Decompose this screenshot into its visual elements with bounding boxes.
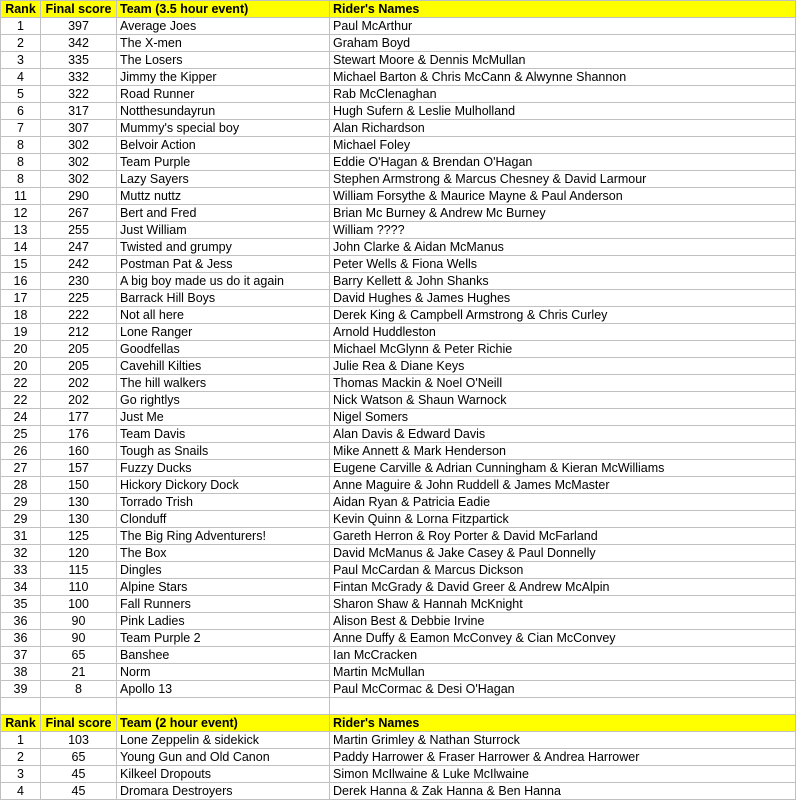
table-row — [1, 222, 796, 239]
score-cell[interactable]: 222 — [41, 307, 117, 324]
riders-cell[interactable]: Derek King & Campbell Armstrong & Chris Curley — [330, 307, 796, 324]
rank-cell[interactable]: 39 — [1, 681, 41, 698]
blank-cell[interactable] — [41, 698, 117, 715]
score-cell[interactable]: 302 — [41, 154, 117, 171]
riders-cell[interactable]: Paul McArthur — [330, 18, 796, 35]
team-cell[interactable]: Hickory Dickory Dock — [117, 477, 330, 494]
score-cell[interactable]: 130 — [41, 511, 117, 528]
score-cell[interactable]: 290 — [41, 188, 117, 205]
table-row — [1, 307, 796, 324]
rank-cell[interactable]: 36 — [1, 613, 41, 630]
table-row — [1, 137, 796, 154]
rank-cell[interactable]: 1 — [1, 732, 41, 749]
team-cell[interactable]: Just William — [117, 222, 330, 239]
header-rank[interactable]: Rank — [1, 1, 41, 18]
score-cell[interactable]: 212 — [41, 324, 117, 341]
score-cell[interactable]: 302 — [41, 171, 117, 188]
score-cell[interactable]: 202 — [41, 375, 117, 392]
team-cell[interactable]: Cavehill Kilties — [117, 358, 330, 375]
score-cell[interactable]: 247 — [41, 239, 117, 256]
score-cell[interactable]: 255 — [41, 222, 117, 239]
team-cell[interactable]: Team Purple — [117, 154, 330, 171]
table-row — [1, 732, 796, 749]
team-cell[interactable]: Alpine Stars — [117, 579, 330, 596]
header-riders[interactable]: Rider's Names — [330, 715, 796, 732]
table-row — [1, 341, 796, 358]
rank-cell[interactable]: 26 — [1, 443, 41, 460]
table-row — [1, 562, 796, 579]
team-cell[interactable]: Tough as Snails — [117, 443, 330, 460]
rank-cell[interactable]: 20 — [1, 341, 41, 358]
score-cell[interactable]: 242 — [41, 256, 117, 273]
rank-cell[interactable]: 38 — [1, 664, 41, 681]
riders-cell[interactable]: Simon McIlwaine & Luke McIlwaine — [330, 766, 796, 783]
riders-cell[interactable]: Gareth Herron & Roy Porter & David McFarland — [330, 528, 796, 545]
team-cell[interactable]: Road Runner — [117, 86, 330, 103]
table-row — [1, 86, 796, 103]
header-team[interactable]: Team (2 hour event) — [117, 715, 330, 732]
table-row — [1, 154, 796, 171]
riders-cell[interactable]: David Hughes & James Hughes — [330, 290, 796, 307]
rank-cell[interactable]: 24 — [1, 409, 41, 426]
rank-cell[interactable]: 12 — [1, 205, 41, 222]
team-cell[interactable]: Dromara Destroyers — [117, 783, 330, 800]
riders-cell[interactable]: Alison Best & Debbie Irvine — [330, 613, 796, 630]
score-cell[interactable]: 8 — [41, 681, 117, 698]
riders-cell[interactable]: Brian Mc Burney & Andrew Mc Burney — [330, 205, 796, 222]
score-cell[interactable]: 45 — [41, 766, 117, 783]
rank-cell[interactable]: 32 — [1, 545, 41, 562]
header-riders[interactable]: Rider's Names — [330, 1, 796, 18]
riders-cell[interactable]: Anne Duffy & Eamon McConvey & Cian McConvey — [330, 630, 796, 647]
team-cell[interactable]: Barrack Hill Boys — [117, 290, 330, 307]
table-row — [1, 477, 796, 494]
score-cell[interactable]: 267 — [41, 205, 117, 222]
score-cell[interactable]: 397 — [41, 18, 117, 35]
riders-cell[interactable]: Paddy Harrower & Fraser Harrower & Andrea Harrower — [330, 749, 796, 766]
blank-cell[interactable] — [117, 698, 330, 715]
team-cell[interactable]: Norm — [117, 664, 330, 681]
table-row — [1, 120, 796, 137]
team-cell[interactable]: Fall Runners — [117, 596, 330, 613]
team-cell[interactable]: Go rightlys — [117, 392, 330, 409]
riders-cell[interactable]: Sharon Shaw & Hannah McKnight — [330, 596, 796, 613]
rank-cell[interactable]: 11 — [1, 188, 41, 205]
table-row — [1, 358, 796, 375]
score-cell[interactable]: 110 — [41, 579, 117, 596]
score-cell[interactable]: 307 — [41, 120, 117, 137]
team-cell[interactable]: Average Joes — [117, 18, 330, 35]
table-row — [1, 579, 796, 596]
rank-cell[interactable]: 28 — [1, 477, 41, 494]
rank-cell[interactable]: 8 — [1, 171, 41, 188]
team-cell[interactable]: Torrado Trish — [117, 494, 330, 511]
team-cell[interactable]: Banshee — [117, 647, 330, 664]
blank-cell[interactable] — [330, 698, 796, 715]
team-cell[interactable]: A big boy made us do it again — [117, 273, 330, 290]
team-cell[interactable]: Bert and Fred — [117, 205, 330, 222]
rank-cell[interactable]: 16 — [1, 273, 41, 290]
score-cell[interactable]: 21 — [41, 664, 117, 681]
rank-cell[interactable]: 20 — [1, 358, 41, 375]
score-cell[interactable]: 157 — [41, 460, 117, 477]
score-cell[interactable]: 176 — [41, 426, 117, 443]
table-row — [1, 460, 796, 477]
score-cell[interactable]: 205 — [41, 341, 117, 358]
team-cell[interactable]: Lone Zeppelin & sidekick — [117, 732, 330, 749]
table-row — [1, 681, 796, 698]
rank-cell[interactable]: 22 — [1, 375, 41, 392]
rank-cell[interactable]: 27 — [1, 460, 41, 477]
rank-cell[interactable]: 18 — [1, 307, 41, 324]
table-row — [1, 545, 796, 562]
rank-cell[interactable]: 1 — [1, 18, 41, 35]
rank-cell[interactable]: 25 — [1, 426, 41, 443]
score-cell[interactable]: 150 — [41, 477, 117, 494]
riders-cell[interactable]: Mike Annett & Mark Henderson — [330, 443, 796, 460]
score-cell[interactable]: 130 — [41, 494, 117, 511]
riders-cell[interactable]: Paul McCormac & Desi O'Hagan — [330, 681, 796, 698]
team-cell[interactable]: Muttz nuttz — [117, 188, 330, 205]
rank-cell[interactable]: 33 — [1, 562, 41, 579]
table-row — [1, 256, 796, 273]
team-cell[interactable]: Lone Ranger — [117, 324, 330, 341]
score-cell[interactable]: 202 — [41, 392, 117, 409]
riders-cell[interactable]: Nick Watson & Shaun Warnock — [330, 392, 796, 409]
rank-cell[interactable]: 4 — [1, 783, 41, 800]
team-cell[interactable]: Fuzzy Ducks — [117, 460, 330, 477]
team-cell[interactable]: Kilkeel Dropouts — [117, 766, 330, 783]
table-row — [1, 647, 796, 664]
rank-cell[interactable]: 15 — [1, 256, 41, 273]
table-row — [1, 749, 796, 766]
riders-cell[interactable]: Arnold Huddleston — [330, 324, 796, 341]
rank-cell[interactable]: 31 — [1, 528, 41, 545]
table-row — [1, 273, 796, 290]
header-row-2-hour — [1, 715, 796, 732]
score-cell[interactable]: 115 — [41, 562, 117, 579]
riders-cell[interactable]: Kevin Quinn & Lorna Fitzpartick — [330, 511, 796, 528]
table-row — [1, 613, 796, 630]
table-row — [1, 375, 796, 392]
rank-cell[interactable]: 4 — [1, 69, 41, 86]
team-cell[interactable]: The Box — [117, 545, 330, 562]
table-row — [1, 409, 796, 426]
score-cell[interactable]: 302 — [41, 137, 117, 154]
score-cell[interactable]: 90 — [41, 613, 117, 630]
riders-cell[interactable]: Fintan McGrady & David Greer & Andrew McAlpin — [330, 579, 796, 596]
team-cell[interactable]: The X-men — [117, 35, 330, 52]
header-rank[interactable]: Rank — [1, 715, 41, 732]
score-cell[interactable]: 322 — [41, 86, 117, 103]
riders-cell[interactable]: Martin McMullan — [330, 664, 796, 681]
rank-cell[interactable]: 14 — [1, 239, 41, 256]
riders-cell[interactable]: Graham Boyd — [330, 35, 796, 52]
riders-cell[interactable]: Michael McGlynn & Peter Richie — [330, 341, 796, 358]
riders-cell[interactable]: Ian McCracken — [330, 647, 796, 664]
header-final-score[interactable]: Final score — [41, 1, 117, 18]
rank-cell[interactable]: 13 — [1, 222, 41, 239]
riders-cell[interactable]: Stewart Moore & Dennis McMullan — [330, 52, 796, 69]
table-row — [1, 205, 796, 222]
score-cell[interactable]: 230 — [41, 273, 117, 290]
table-row — [1, 443, 796, 460]
rank-cell[interactable]: 2 — [1, 749, 41, 766]
score-cell[interactable]: 125 — [41, 528, 117, 545]
score-cell[interactable]: 332 — [41, 69, 117, 86]
riders-cell[interactable]: David McManus & Jake Casey & Paul Donnelly — [330, 545, 796, 562]
score-cell[interactable]: 342 — [41, 35, 117, 52]
team-cell[interactable]: Notthesundayrun — [117, 103, 330, 120]
team-cell[interactable]: Twisted and grumpy — [117, 239, 330, 256]
team-cell[interactable]: Just Me — [117, 409, 330, 426]
table-row — [1, 766, 796, 783]
header-final-score[interactable]: Final score — [41, 715, 117, 732]
riders-cell[interactable]: Michael Foley — [330, 137, 796, 154]
table-row — [1, 664, 796, 681]
header-row-3-5-hour — [1, 1, 796, 18]
riders-cell[interactable]: Michael Barton & Chris McCann & Alwynne Shannon — [330, 69, 796, 86]
riders-cell[interactable]: Alan Richardson — [330, 120, 796, 137]
score-cell[interactable]: 90 — [41, 630, 117, 647]
team-cell[interactable]: The hill walkers — [117, 375, 330, 392]
team-cell[interactable]: Pink Ladies — [117, 613, 330, 630]
riders-cell[interactable]: Eugene Carville & Adrian Cunningham & Kieran McWilliams — [330, 460, 796, 477]
team-cell[interactable]: Goodfellas — [117, 341, 330, 358]
score-cell[interactable]: 120 — [41, 545, 117, 562]
rank-cell[interactable]: 3 — [1, 52, 41, 69]
rank-cell[interactable]: 22 — [1, 392, 41, 409]
rank-cell[interactable]: 19 — [1, 324, 41, 341]
riders-cell[interactable]: Barry Kellett & John Shanks — [330, 273, 796, 290]
team-cell[interactable]: Team Davis — [117, 426, 330, 443]
score-cell[interactable]: 335 — [41, 52, 117, 69]
team-cell[interactable]: Jimmy the Kipper — [117, 69, 330, 86]
riders-cell[interactable]: William Forsythe & Maurice Mayne & Paul Anderson — [330, 188, 796, 205]
team-cell[interactable]: Young Gun and Old Canon — [117, 749, 330, 766]
table-row — [1, 596, 796, 613]
rank-cell[interactable]: 36 — [1, 630, 41, 647]
rank-cell[interactable]: 37 — [1, 647, 41, 664]
table-row — [1, 528, 796, 545]
score-cell[interactable]: 205 — [41, 358, 117, 375]
team-cell[interactable]: Apollo 13 — [117, 681, 330, 698]
table-row — [1, 324, 796, 341]
sheet-body — [1, 1, 796, 800]
rank-cell[interactable]: 2 — [1, 35, 41, 52]
team-cell[interactable]: Postman Pat & Jess — [117, 256, 330, 273]
rank-cell[interactable]: 7 — [1, 120, 41, 137]
blank-row — [1, 698, 796, 715]
riders-cell[interactable]: Alan Davis & Edward Davis — [330, 426, 796, 443]
team-cell[interactable]: Mummy's special boy — [117, 120, 330, 137]
riders-cell[interactable]: Anne Maguire & John Ruddell & James McMaster — [330, 477, 796, 494]
rank-cell[interactable]: 8 — [1, 137, 41, 154]
riders-cell[interactable]: John Clarke & Aidan McManus — [330, 239, 796, 256]
table-row — [1, 171, 796, 188]
blank-cell[interactable] — [1, 698, 41, 715]
team-cell[interactable]: Clonduff — [117, 511, 330, 528]
riders-cell[interactable]: Nigel Somers — [330, 409, 796, 426]
rank-cell[interactable]: 29 — [1, 511, 41, 528]
score-cell[interactable]: 45 — [41, 783, 117, 800]
header-team[interactable]: Team (3.5 hour event) — [117, 1, 330, 18]
rank-cell[interactable]: 8 — [1, 154, 41, 171]
score-cell[interactable]: 160 — [41, 443, 117, 460]
team-cell[interactable]: The Big Ring Adventurers! — [117, 528, 330, 545]
score-cell[interactable]: 177 — [41, 409, 117, 426]
table-row — [1, 392, 796, 409]
riders-cell[interactable]: Aidan Ryan & Patricia Eadie — [330, 494, 796, 511]
team-cell[interactable]: Not all here — [117, 307, 330, 324]
riders-cell[interactable]: Derek Hanna & Zak Hanna & Ben Hanna — [330, 783, 796, 800]
table-row — [1, 35, 796, 52]
riders-cell[interactable]: Paul McCardan & Marcus Dickson — [330, 562, 796, 579]
score-cell[interactable]: 65 — [41, 749, 117, 766]
rank-cell[interactable]: 5 — [1, 86, 41, 103]
riders-cell[interactable]: Rab McClenaghan — [330, 86, 796, 103]
rank-cell[interactable]: 6 — [1, 103, 41, 120]
score-cell[interactable]: 225 — [41, 290, 117, 307]
riders-cell[interactable]: William ???? — [330, 222, 796, 239]
table-row — [1, 69, 796, 86]
table-row — [1, 290, 796, 307]
table-row — [1, 783, 796, 800]
riders-cell[interactable]: Peter Wells & Fiona Wells — [330, 256, 796, 273]
score-cell[interactable]: 103 — [41, 732, 117, 749]
rank-cell[interactable]: 3 — [1, 766, 41, 783]
table-row — [1, 18, 796, 35]
table-row — [1, 494, 796, 511]
table-row — [1, 511, 796, 528]
riders-cell[interactable]: Martin Grimley & Nathan Sturrock — [330, 732, 796, 749]
score-cell[interactable]: 317 — [41, 103, 117, 120]
table-row — [1, 630, 796, 647]
team-cell[interactable]: The Losers — [117, 52, 330, 69]
rank-cell[interactable]: 34 — [1, 579, 41, 596]
team-cell[interactable]: Dingles — [117, 562, 330, 579]
team-cell[interactable]: Team Purple 2 — [117, 630, 330, 647]
riders-cell[interactable]: Eddie O'Hagan & Brendan O'Hagan — [330, 154, 796, 171]
rank-cell[interactable]: 35 — [1, 596, 41, 613]
table-row — [1, 188, 796, 205]
riders-cell[interactable]: Julie Rea & Diane Keys — [330, 358, 796, 375]
rank-cell[interactable]: 29 — [1, 494, 41, 511]
score-cell[interactable]: 100 — [41, 596, 117, 613]
riders-cell[interactable]: Thomas Mackin & Noel O'Neill — [330, 375, 796, 392]
table-row — [1, 426, 796, 443]
team-cell[interactable]: Lazy Sayers — [117, 171, 330, 188]
table-row — [1, 52, 796, 69]
score-cell[interactable]: 65 — [41, 647, 117, 664]
riders-cell[interactable]: Hugh Sufern & Leslie Mulholland — [330, 103, 796, 120]
rank-cell[interactable]: 17 — [1, 290, 41, 307]
team-cell[interactable]: Belvoir Action — [117, 137, 330, 154]
table-row — [1, 103, 796, 120]
riders-cell[interactable]: Stephen Armstrong & Marcus Chesney & David Larmour — [330, 171, 796, 188]
table-row — [1, 239, 796, 256]
